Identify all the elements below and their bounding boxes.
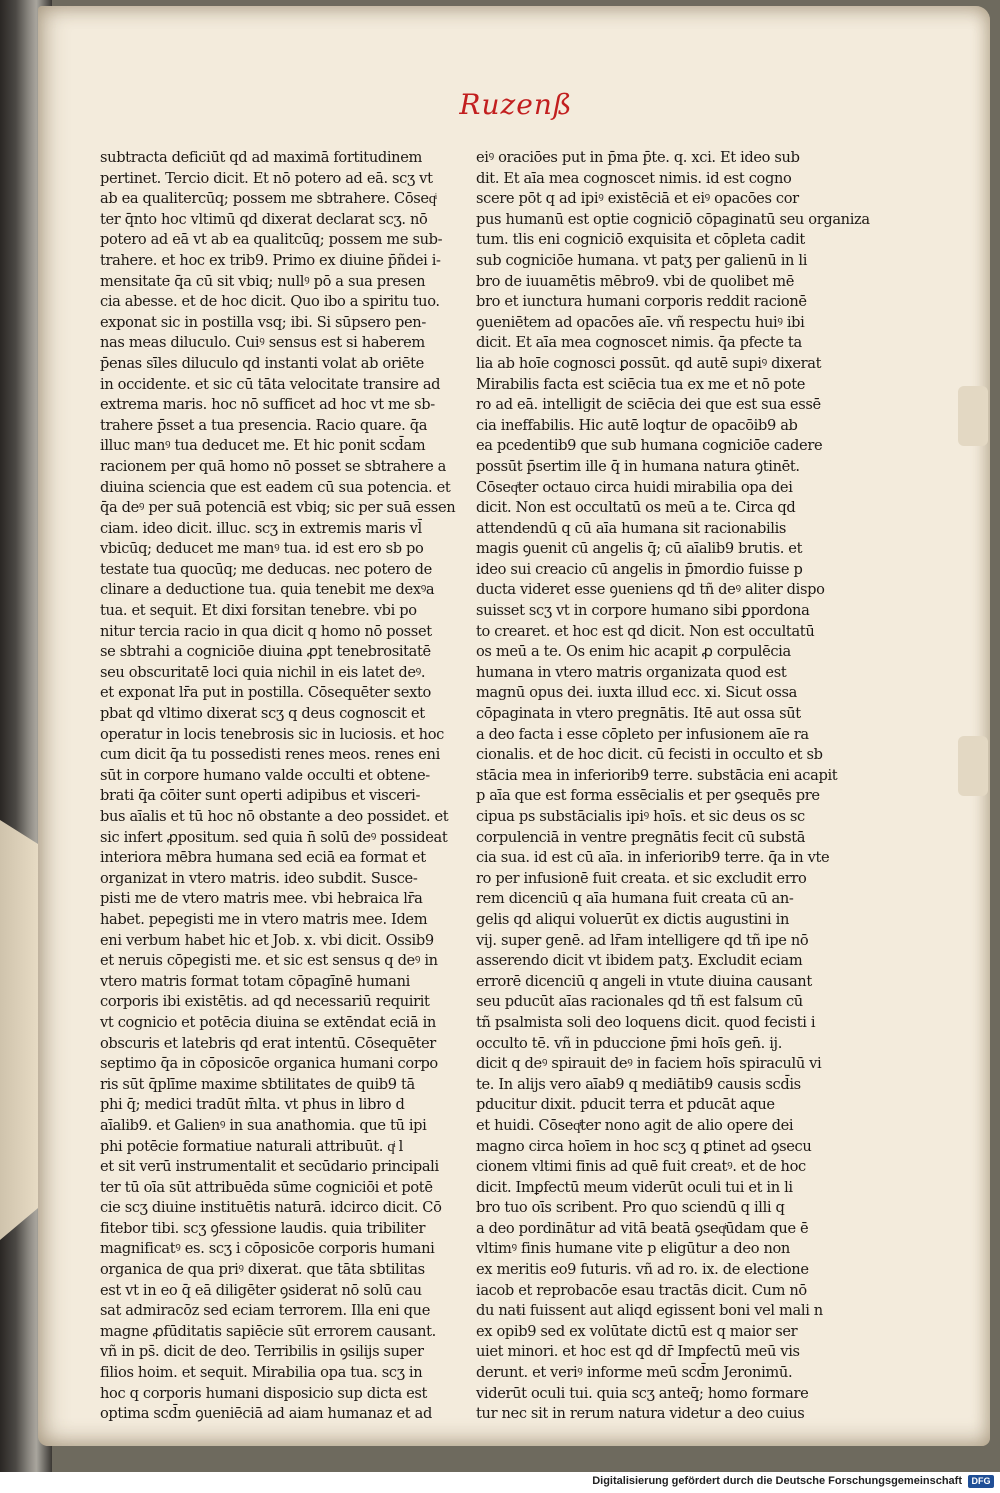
text-line: phi q̄; medici tradūt m̄lta. vt phus in libro d bbox=[100, 1096, 405, 1114]
text-line: sat admiracōz sed eciam terrorem. Illa eni que bbox=[100, 1302, 430, 1320]
text-line: pbat qd vltimo dixerat scʒ q deus cognoscit et bbox=[100, 705, 425, 723]
text-line: in occidente. et sic cū tāta velocitate transire ad bbox=[100, 375, 441, 393]
text-line: seu obscuritatē loci quia nichil in eis latet deꝰ. bbox=[100, 663, 426, 681]
text-line: est vt in eo q̄ eā diligēter ꝯsiderat nō solū cau bbox=[100, 1281, 422, 1299]
text-line: vtero matris format totam cōpagīnē humani bbox=[100, 972, 410, 990]
text-line: a deo facta i esse cōpleto per infusionem aīe ra bbox=[476, 725, 809, 743]
text-line: phi potēcie formatiue naturali attribuūt. qͥ l bbox=[100, 1137, 403, 1155]
text-line: ꝯueniētem ad opacōes aīe. vñ respectu huiꝰ ibi bbox=[476, 313, 805, 331]
text-line: ter tū oīa sūt attribuēda sūme cogniciōi et potē bbox=[100, 1178, 433, 1196]
text-line: ro ad eā. intelligit de sciēcia dei que est sua essē bbox=[476, 396, 821, 414]
text-line: dicit. Et aīa mea cognoscet nimis. q̄a pfecte ta bbox=[476, 334, 802, 352]
text-line: scere pōt q ad ipiꝰ existēciā et eiꝰ opacōes cor bbox=[476, 190, 799, 208]
text-line: stācia mea in inferiorib9 terre. substācia eni acapit bbox=[476, 766, 838, 784]
text-line: bro et iunctura humani corporis reddit racionē bbox=[476, 293, 807, 311]
text-line: p aīa que est forma essēcialis et per ꝯsequēs pre bbox=[476, 787, 820, 805]
text-line: vltimꝰ finis humane vite p eligūtur a deo non bbox=[476, 1240, 790, 1258]
text-line: dicit. Imꝑfectū meum viderūt oculi tui et in li bbox=[476, 1178, 793, 1196]
text-line: os meū a te. Os enim hic acapit ꝓ corpulēcia bbox=[476, 643, 791, 661]
text-column-left bbox=[100, 148, 456, 1425]
text-line: dit. Et aīa mea cognoscet nimis. id est cogno bbox=[476, 169, 792, 187]
text-line: aīalib9. et Galienꝰ in sua anathomia. que tū ipi bbox=[100, 1116, 427, 1134]
text-line: cionalis. et de hoc dicit. cū fecisti in occulto et sb bbox=[476, 746, 823, 764]
text-line: testate tua quocūq; me deducas. nec potero de bbox=[100, 560, 432, 578]
text-line: ex opib9 sed ex volūtate dictū est q maior ser bbox=[476, 1322, 798, 1340]
text-line: eiꝰ oraciōes put in p̄ma p̄te. q. xci. Et ideo sub bbox=[476, 149, 800, 166]
text-line: vij. super genē. ad lr̄am intelligere qd tñ ipe nō bbox=[476, 931, 809, 949]
text-line: p̄enas sīles diluculo qd instanti volat ab oriēte bbox=[100, 354, 424, 372]
text-line: pducitur dixit. pducit terra et pducāt aque bbox=[476, 1096, 775, 1114]
text-line: trahere. et hoc ex trib9. Primo ex diuine p̄ñdei i- bbox=[100, 251, 441, 269]
text-line: trahere p̄sset a tua presencia. Racio quare. q̄a bbox=[100, 416, 428, 434]
text-line: ro per infusionē fuit creata. et sic excludit erro bbox=[476, 869, 807, 887]
text-line: tua. et sequit. Et dixi forsitan tenebre. vbi po bbox=[100, 602, 417, 620]
text-line: attendendū q cū aīa humana sit racionabilis bbox=[476, 519, 787, 537]
dfg-logo: DFG bbox=[968, 1475, 994, 1488]
text-line: se sbtrahi a cogniciōe diuina ꝓpt tenebrositatē bbox=[100, 643, 431, 661]
text-line: hoc q corporis humani disposicio sup dicta est bbox=[100, 1384, 428, 1402]
text-line: suisset scʒ vt in corpore humano sibi ꝑpordona bbox=[476, 602, 810, 620]
text-line: Mirabilis facta est sciēcia tua ex me et nō pote bbox=[476, 375, 806, 393]
text-line: corporis ibi existētis. ad qd necessariū requirit bbox=[100, 993, 430, 1011]
text-line: extrema maris. hoc nō sufficet ad hoc vt me sb- bbox=[100, 396, 435, 414]
text-line: humana in vtero matris organizata quod est bbox=[476, 663, 787, 681]
text-line: eni verbum habet hic et Job. x. vbi dicit. Ossib9 bbox=[100, 931, 434, 949]
text-line: nitur tercia racio in qua dicit q homo nō posset bbox=[100, 622, 432, 640]
page-edge-tab bbox=[958, 386, 988, 446]
text-line: exponat sic in postilla vsq; ibi. Si sūpsero pen- bbox=[100, 313, 426, 331]
text-line: cum dicit q̄a tu possedisti renes meos. renes eni bbox=[100, 746, 440, 764]
text-line: racionem per quā homo nō posset se sbtrahere a bbox=[100, 457, 447, 475]
text-line: magis ꝯuenit cū angelis q̄; cū aīalib9 brutis. et bbox=[476, 540, 803, 558]
text-line: tur nec sit in rerum natura videtur a deo cuius bbox=[476, 1405, 805, 1423]
text-line: et huidi. Cōseqͥter nono agit de alio opere dei bbox=[476, 1116, 794, 1134]
text-line: vñ in ps̄. dicit de deo. Terribilis in ꝯsilijs super bbox=[100, 1343, 424, 1361]
text-line: illuc manꝰ tua deducet me. Et hic ponit scd̄am bbox=[100, 437, 426, 455]
text-line: te. In alijs vero aīab9 q mediātib9 causis scd̄is bbox=[476, 1075, 801, 1093]
funding-credit: Digitalisierung gefördert durch die Deutsche Forschungsgemeinschaft bbox=[592, 1475, 962, 1487]
text-line: bus aīalis et tū hoc nō obstante a deo possidet. et bbox=[100, 808, 449, 825]
text-line: filios hoim. et sequit. Mirabilia opa tua. scʒ in bbox=[100, 1364, 423, 1382]
text-line: magnū opus dei. iuxta illud ecc. xi. Sicut ossa bbox=[476, 684, 797, 702]
spine-paper-edge bbox=[0, 820, 40, 1240]
text-line: optima scd̄m ꝯueniēciā ad aiam humanaz et ad bbox=[100, 1405, 432, 1423]
text-line: ducta videret esse ꝯueniens qd tñ deꝰ aliter dispo bbox=[476, 581, 825, 599]
text-line: corpulenciā in ventre pregnātis fecit cū substā bbox=[476, 828, 806, 846]
text-line: occulto tē. vñ in pduccione p̄mi hoīs gen̄. ij. bbox=[476, 1034, 783, 1052]
text-line: tum. tlis eni cogniciō exquisita et cōpleta cadit bbox=[476, 231, 805, 249]
text-line: clinare a deductione tua. quia tenebit me dexꝰa bbox=[100, 581, 435, 599]
footer-bar bbox=[0, 1472, 1000, 1493]
text-line: uiet minori. et hoc est qd dr̄ Imꝑfectū meū vis bbox=[476, 1343, 800, 1361]
text-line: rem dicenciū q aīa humana fuit creata cū an- bbox=[476, 890, 794, 908]
text-line: cipua ps substācialis ipiꝰ hoīs. et sic deus os sc bbox=[476, 808, 805, 825]
text-line: bro tuo oīs scribent. Pro quo sciendū q illi q bbox=[476, 1199, 785, 1217]
text-line: dicit q deꝰ spirauit deꝰ in faciem hoīs spiraculū vi bbox=[476, 1055, 822, 1073]
text-line: gelis qd aliqui voluerūt ex dictis augustini in bbox=[476, 910, 789, 928]
text-line: interiora mēbra humana sed eciā ea format et bbox=[100, 849, 426, 867]
text-line: organizat in vtero matris. ideo subdit. Susce- bbox=[100, 869, 418, 887]
text-line: sūt in corpore humano valde occulti et obtene- bbox=[100, 766, 430, 784]
text-line: Cōseqͥter octauo circa huidi mirabilia opa dei bbox=[476, 478, 793, 496]
text-line: ris sūt q̄plīme maxime sbtilitates de quib9 tā bbox=[100, 1075, 415, 1093]
text-line: sub cogniciōe humana. vt patʒ per galienū in li bbox=[476, 251, 808, 269]
text-line: nas meas diluculo. Cuiꝰ sensus est si haberem bbox=[100, 334, 425, 352]
text-line: fitebor tibi. scʒ ꝯfessione laudis. quia tribiliter bbox=[100, 1219, 426, 1237]
text-line: bro de iuuamētis mēbro9. vbi de quolibet mē bbox=[476, 272, 795, 290]
text-line: du nati fuissent aut aliqd egissent boni vel mali n bbox=[476, 1302, 823, 1320]
text-line: seu pducūt aīas racionales qd tñ est falsum cū bbox=[476, 993, 803, 1011]
text-line: ciam. ideo dicit. illuc. scʒ in extremis maris vl̄ bbox=[100, 519, 422, 537]
text-column-right bbox=[476, 148, 870, 1425]
text-line: ea pcedentib9 que sub humana cogniciōe cadere bbox=[476, 437, 823, 455]
text-line: mensitate q̄a cū sit vbiq; nullꝰ pō a sua presen bbox=[100, 272, 426, 290]
text-line: diuina sciencia que est eadem cū sua potencia. et bbox=[100, 478, 451, 496]
text-line: et neruis cōpegisti me. et sic est sensus q deꝰ in bbox=[100, 952, 438, 970]
page-edge-tab bbox=[958, 736, 988, 796]
text-line: viderūt oculi tui. quia scʒ anteq̄; homo formare bbox=[476, 1384, 809, 1402]
text-line: dicit. Non est occultatū os meū a te. Circa qd bbox=[476, 499, 796, 517]
text-line: lia ab hoīe cognosci ꝑossūt. qd autē supiꝰ dixerat bbox=[476, 354, 822, 372]
text-line: cia ineffabilis. Hic autē loqtur de opacōib9 ab bbox=[476, 416, 798, 434]
text-line: obscuris et latebris qd erat intentū. Cōsequēter bbox=[100, 1034, 436, 1052]
text-line: magnificatꝰ es. scʒ i cōposicōe corporis humani bbox=[100, 1240, 435, 1258]
text-line: ab ea qualitercūq; possem me sbtrahere. Cōseqͥ bbox=[100, 190, 436, 208]
text-line: possūt p̄sertim ille q̄ in humana natura ꝯtinēt. bbox=[476, 457, 800, 475]
text-line: iacob et reprobacōe esau tractās dicit. Cum nō bbox=[476, 1281, 807, 1299]
text-line: potero ad eā vt ab ea qualitcūq; possem me sub- bbox=[100, 231, 443, 249]
text-line: pus humanū est optie cogniciō cōpaginatū seu organiza bbox=[476, 210, 870, 228]
text-line: errorē dicenciū q angeli in vtute diuina causant bbox=[476, 972, 812, 990]
text-line: subtracta deficiūt qd ad maximā fortitudinem bbox=[100, 149, 423, 166]
text-line: et exponat lr̄a put in postilla. Cōsequēter sexto bbox=[100, 684, 431, 702]
text-line: operatur in locis tenebrosis sic in luciosis. et hoc bbox=[100, 725, 444, 743]
text-line: cia sua. id est cū aīa. in inferiorib9 terre. q̄a in vte bbox=[476, 849, 830, 867]
text-line: cōpaginata in vtero pregnātis. Itē aut ossa sūt bbox=[476, 705, 801, 723]
text-line: septimo q̄a in cōposicōe organica humani corpo bbox=[100, 1055, 438, 1073]
text-line: brati q̄a cōiter sunt operti adipibus et visceri- bbox=[100, 787, 421, 805]
text-line: cia abesse. et de hoc dicit. Quo ibo a spiritu tuo. bbox=[100, 293, 440, 311]
text-line: vt cognicio et potēcia diuina se extēndat eciā in bbox=[100, 1013, 436, 1031]
text-line: pertinet. Tercio dicit. Et nō potero ad eā. scʒ vt bbox=[100, 169, 433, 187]
text-line: organica de qua priꝰ dixerat. que tāta sbtilitas bbox=[100, 1261, 425, 1279]
text-line: asserendo dicit vt ibidem patʒ. Excludit eciam bbox=[476, 952, 803, 970]
text-line: sic infert ꝓpositum. sed quia n̄ solū deꝰ possideat bbox=[100, 828, 448, 846]
text-line: ter q̄nto hoc vltimū qd dixerat declarat scʒ. nō bbox=[100, 210, 428, 228]
text-line: cionem vltimi finis ad quē fuit creatꝰ. et de hoc bbox=[476, 1158, 806, 1176]
text-line: pisti me de vtero matris mee. vbi hebraica lr̄a bbox=[100, 890, 423, 908]
text-line: ideo sui creacio cū angelis in p̄mordio fuisse p bbox=[476, 560, 803, 578]
text-line: to crearet. et hoc est qd dicit. Non est occultatū bbox=[476, 622, 815, 640]
text-line: tñ psalmista soli deo loquens dicit. quod fecisti i bbox=[476, 1013, 816, 1031]
text-line: a deo pordinātur ad vitā beatā ꝯseqͥūdam que ē bbox=[476, 1219, 809, 1237]
text-line: magne ꝓfūditatis sapiēcie sūt errorem causant. bbox=[100, 1322, 436, 1340]
text-line: ex meritis eo9 futuris. vñ ad ro. ix. de electione bbox=[476, 1261, 809, 1279]
text-line: derunt. et veriꝰ informe meū scd̄m Jeronimū. bbox=[476, 1364, 793, 1382]
text-line: cie scʒ diuine instituētis naturā. idcirco dicit. Cō bbox=[100, 1199, 442, 1217]
text-line: habet. pepegisti me in vtero matris mee. Idem bbox=[100, 910, 428, 928]
text-line: magno circa hoīem in hoc scʒ q ꝑtinet ad ꝯsecu bbox=[476, 1137, 812, 1155]
text-line: q̄a deꝰ per suā potenciā est vbiq; sic per suā essen bbox=[100, 499, 456, 517]
text-line: vbicūq; deducet me manꝰ tua. id est ero sb po bbox=[100, 540, 424, 558]
page-header-rubric: Ruzenß bbox=[459, 88, 573, 121]
text-line: et sit verū instrumentalit et secūdario principali bbox=[100, 1158, 439, 1176]
